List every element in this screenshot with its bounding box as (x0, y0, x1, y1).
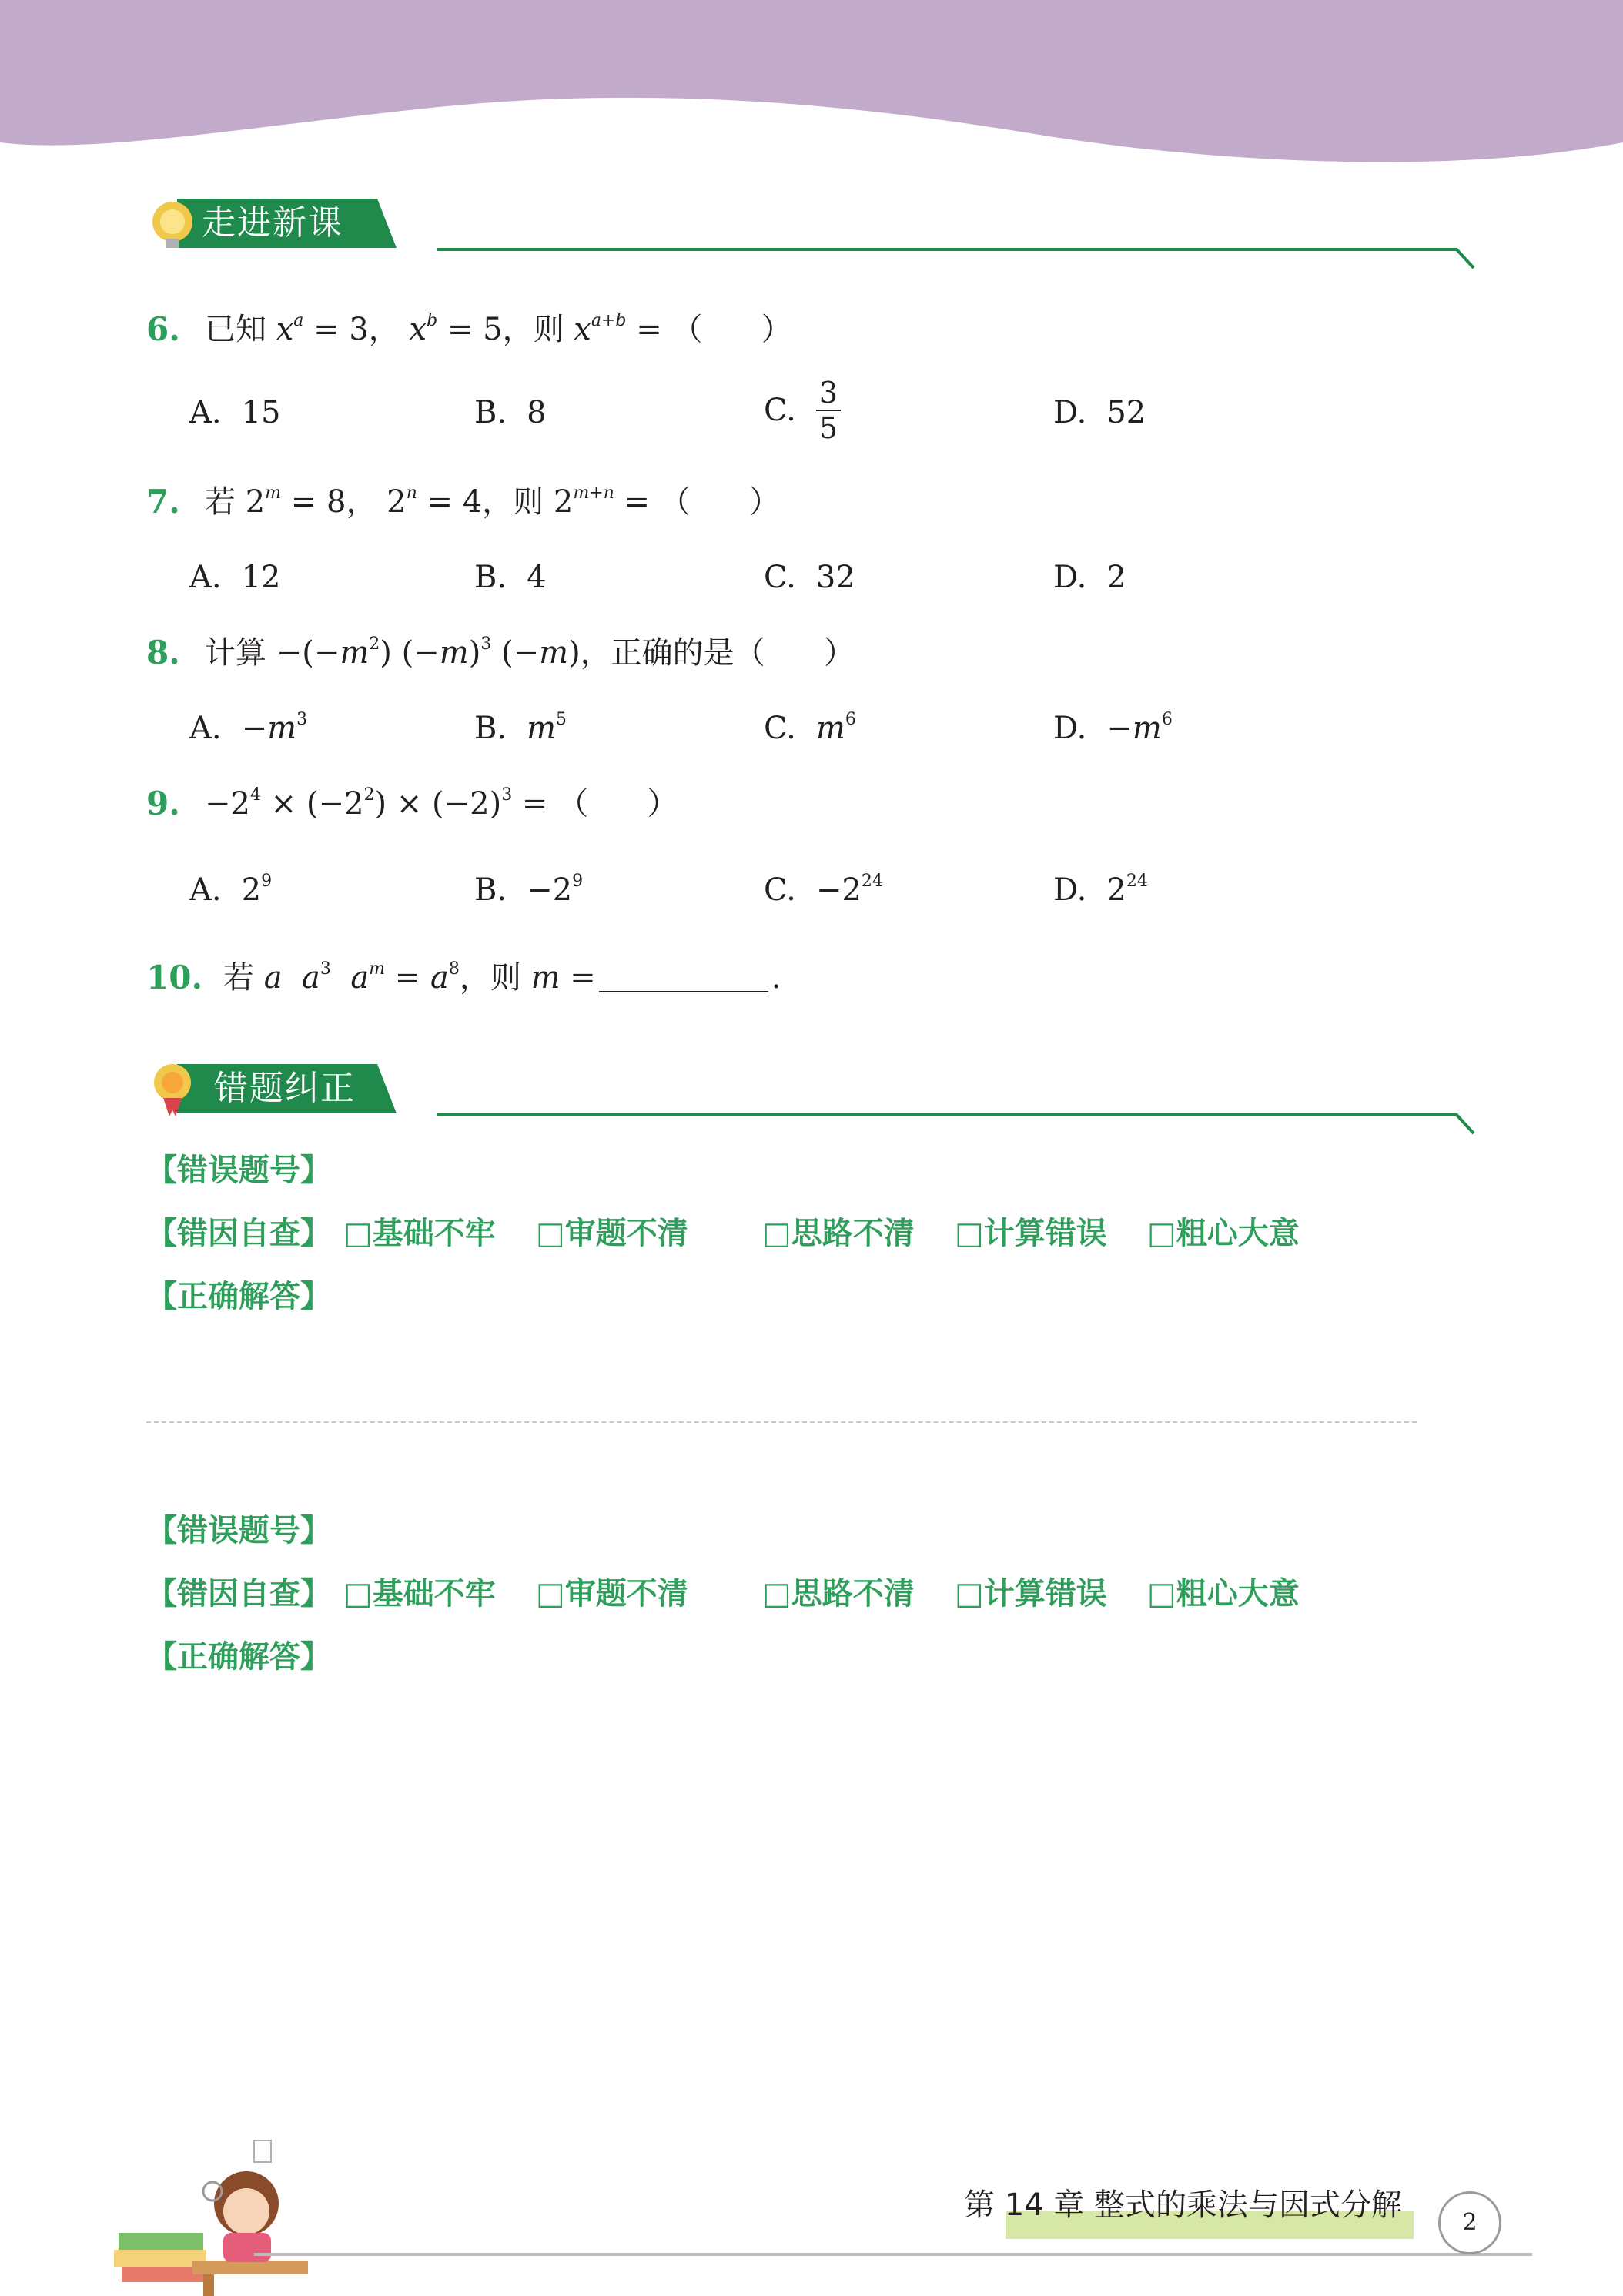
header-wave (0, 0, 1623, 177)
error-cause-row (146, 1212, 1300, 1255)
option-b[interactable] (474, 705, 567, 751)
question-stem: 若 a $a^3$ $a^m = a^8$，则 m = . (223, 955, 781, 1001)
checkbox-option[interactable]: □基础不牢 (343, 1216, 496, 1251)
correct-answer-label: 【正确解答】 (146, 1639, 331, 1675)
section-rule (436, 240, 1475, 271)
option-a[interactable] (189, 554, 281, 601)
option-value: 8 (527, 395, 547, 430)
checkbox-option[interactable]: □思路不清 (762, 1216, 915, 1251)
checkbox-option[interactable]: □粗心大意 (1147, 1576, 1300, 1612)
question-number: 8. (146, 634, 180, 671)
section-banner-error-correction (146, 1059, 408, 1118)
option-c[interactable] (764, 867, 883, 913)
option-a[interactable] (189, 705, 307, 751)
medal-icon (146, 1059, 199, 1118)
option-label: C. (764, 560, 796, 595)
question-number: 7. (146, 483, 180, 520)
divider (146, 1421, 1417, 1423)
option-b[interactable] (474, 867, 583, 913)
page-number: 2 (1438, 2191, 1501, 2254)
option-d[interactable] (1053, 705, 1173, 751)
option-value: $-m^3$ (241, 710, 308, 746)
option-value: $-2^9$ (527, 872, 584, 908)
checkbox-option[interactable]: □基础不牢 (343, 1576, 496, 1612)
option-label: B. (474, 560, 507, 595)
student-illustration (108, 2117, 323, 2296)
checkbox-option[interactable]: □计算错误 (955, 1216, 1107, 1251)
error-cause-label: 【错因自查】 (146, 1576, 331, 1612)
option-value: $2^{24}$ (1106, 872, 1148, 908)
option-label: A. (189, 560, 222, 595)
question-stem: $-2^4 \times (-2^2) \times (-2)^3$ = （ ） (205, 785, 678, 822)
checkbox-option[interactable]: □审题不清 (536, 1576, 688, 1612)
option-value: 2 (1106, 560, 1126, 595)
chapter-title: 第 14 章 整式的乘法与因式分解 (964, 2187, 1403, 2223)
option-value: 4 (527, 560, 547, 595)
option-b[interactable] (474, 390, 547, 436)
option-label: D. (1053, 395, 1087, 430)
checkbox-option[interactable]: □思路不清 (762, 1576, 915, 1612)
question-number: 6. (146, 310, 180, 348)
wrong-question-label: 【错误题号】 (146, 1153, 331, 1188)
option-a[interactable] (189, 390, 281, 436)
checkbox-option[interactable]: □粗心大意 (1147, 1216, 1300, 1251)
error-cause-label: 【错因自查】 (146, 1216, 331, 1251)
section-banner-new-lesson (146, 194, 408, 253)
checkbox-option[interactable]: □审题不清 (536, 1216, 688, 1251)
option-label: A. (189, 872, 222, 908)
section-title: 错题纠正 (214, 1069, 356, 1108)
option-value: 52 (1106, 395, 1146, 430)
correct-answer-label: 【正确解答】 (146, 1279, 331, 1314)
footer-line (254, 2253, 1532, 2256)
option-value: 12 (241, 560, 281, 595)
fraction-denominator: 5 (818, 411, 838, 445)
fraction-numerator: 3 (816, 376, 841, 411)
option-label: C. (764, 393, 796, 428)
option-value: 32 (815, 560, 855, 595)
option-label: D. (1053, 711, 1087, 746)
option-label: A. (189, 395, 222, 430)
option-label: C. (764, 872, 796, 908)
question-stem: 若 $2^m = 8$， $2^n = 4$，则 $2^{m+n}$ = （ ） (205, 484, 781, 520)
option-value: $-m^6$ (1106, 710, 1173, 746)
option-c[interactable] (764, 554, 855, 601)
section-title: 走进新课 (202, 203, 343, 243)
option-label: C. (764, 711, 796, 746)
answer-blank[interactable] (599, 957, 768, 992)
lightbulb-icon (146, 194, 199, 253)
option-value: $2^9$ (241, 872, 273, 908)
option-d[interactable] (1053, 390, 1146, 436)
wrong-question-label: 【错误题号】 (146, 1513, 331, 1548)
error-cause-row (146, 1572, 1300, 1615)
option-label: B. (474, 711, 507, 746)
option-a[interactable] (189, 867, 272, 913)
option-label: D. (1053, 872, 1087, 908)
question-number: 9. (146, 785, 180, 822)
fraction (816, 376, 841, 445)
option-c[interactable] (764, 705, 856, 751)
question-stem: 计算 $-(-m^2)$ $(-m)^3$ (−m)，正确的是（ ） (205, 634, 855, 671)
checkbox-option[interactable]: □计算错误 (955, 1576, 1107, 1612)
question-number: 10. (146, 959, 203, 996)
option-c[interactable] (764, 376, 841, 445)
question-stem: 已知 $x^a = 3$， $x^b = 5$，则 $x^{a+b}$ = （ ） (205, 311, 792, 347)
option-label: A. (189, 711, 222, 746)
option-value: $m^6$ (815, 710, 856, 746)
option-label: B. (474, 395, 507, 430)
option-d[interactable] (1053, 554, 1126, 601)
option-value: $-2^{24}$ (815, 872, 883, 908)
option-label: D. (1053, 560, 1087, 595)
section-rule (436, 1106, 1475, 1136)
option-value: 15 (241, 395, 281, 430)
option-label: B. (474, 872, 507, 908)
option-value: $m^5$ (527, 710, 567, 746)
option-d[interactable] (1053, 867, 1148, 913)
option-b[interactable] (474, 554, 547, 601)
